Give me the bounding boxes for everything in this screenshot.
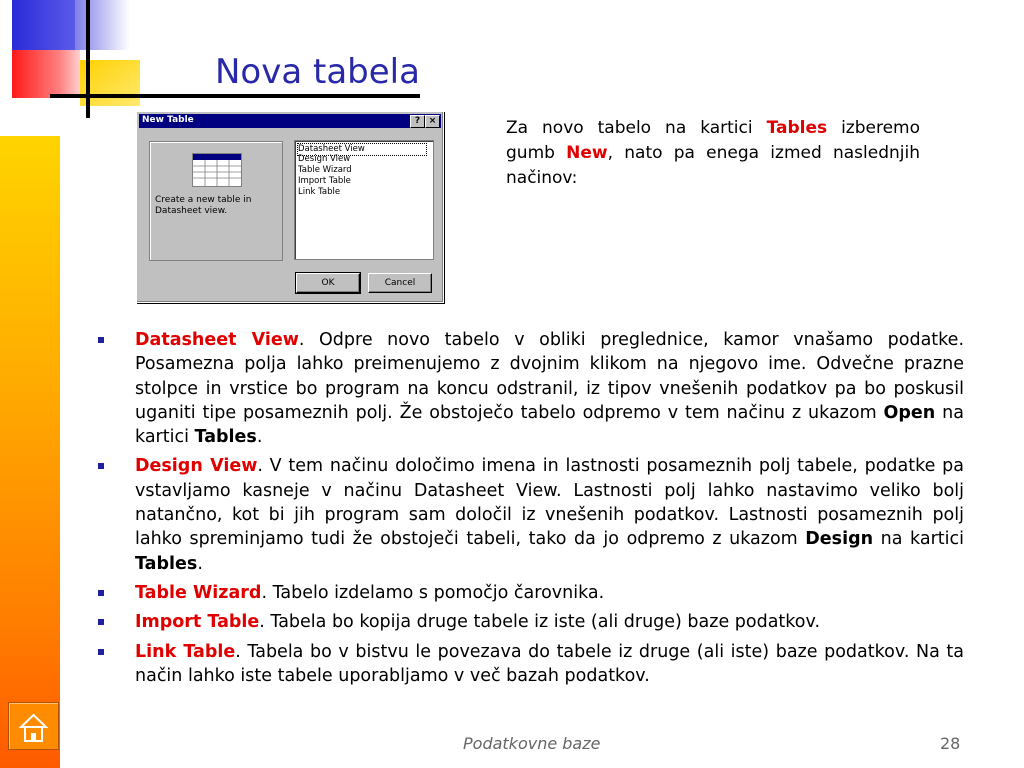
bullet-term: Link Table — [135, 641, 236, 662]
decorative-vertical-line — [86, 0, 90, 118]
bullet-bold: Design — [805, 529, 874, 550]
bullet-bold: Tables — [194, 427, 257, 448]
footer-text: Podatkovne baze — [463, 734, 601, 753]
bullet-datasheet-view — [98, 328, 964, 449]
preview-description: Create a new table in Datasheet view. — [155, 195, 252, 216]
decorative-horizontal-line — [50, 94, 420, 98]
decorative-red-square — [12, 50, 80, 98]
bullet-text: . Tabelo izdelamo s pomočjo čarovnika. — [261, 582, 605, 603]
list-item-datasheet-view[interactable]: Datasheet View — [297, 143, 427, 156]
bullet-table-wizard — [98, 581, 964, 605]
bullet-text: . Tabela bo kopija druge tabele iz iste (ali druge) baze podatkov. — [259, 612, 821, 633]
cancel-button[interactable]: Cancel — [368, 273, 432, 293]
bullet-text: na kartici — [135, 402, 964, 448]
bullet-import-table — [98, 610, 964, 634]
bullet-term: Table Wizard — [135, 582, 262, 603]
decorative-blue-fade — [75, 0, 130, 50]
bullet-bold: Tables — [135, 553, 198, 574]
bullet-text: . Odpre novo tabelo v obliki preglednice, kamor vnašamo podatke. Posamezna polja lahko preimenujemo z dvojnim klikom na njegovo ime. Odvečne prazne stolpce in vrstice bo program na koncu odstranil, iz tipov vnešenih podatkov pa bo poskusil uganiti tipe posameznih polj. Že obstoječo tabelo odpremo v tem načinu z ukazom — [135, 330, 965, 423]
decorative-blue-square — [12, 0, 75, 50]
list-item-import-table[interactable]: Import Table — [298, 176, 351, 186]
bullet-marker — [98, 649, 104, 655]
home-button[interactable] — [8, 702, 59, 750]
help-button[interactable]: ? — [410, 115, 425, 128]
view-options-list[interactable] — [294, 140, 434, 260]
bullet-bold: Open — [883, 402, 936, 423]
slide-title: Nova tabela — [215, 52, 420, 92]
bullet-marker — [98, 463, 104, 469]
page-number: 28 — [940, 734, 961, 753]
bullet-term: Datasheet View — [135, 330, 299, 350]
bullet-text: . V tem načinu določimo imena in lastnosti posameznih polj tabele, podatke pa vstavljamo kasneje v načinu Datasheet View. Lastnosti polj lahko nastavimo veliko bolj natančno, kot bi jih program sam določil iz vnešenih podatkov. Lastnosti posameznih polj lahko spreminjamo tudi že obstoječi tabeli, tako da jo odpremo z ukazom — [135, 456, 964, 550]
intro-tables-term: Tables — [766, 118, 828, 138]
bullet-term: Design View — [135, 456, 258, 477]
bullet-link-table — [98, 640, 964, 689]
ok-button[interactable]: OK — [296, 273, 360, 293]
list-item-design-view[interactable]: Design View — [298, 154, 351, 164]
bullet-design-view — [98, 454, 964, 575]
intro-new-term: New — [566, 143, 608, 163]
bullet-marker — [98, 337, 104, 343]
intro-text-1: Za novo tabelo na kartici — [506, 118, 767, 138]
list-item-table-wizard[interactable]: Table Wizard — [298, 165, 352, 175]
left-gradient-strip — [0, 136, 60, 768]
close-button[interactable]: × — [425, 115, 440, 128]
home-icon — [9, 703, 58, 749]
bullet-text: . — [197, 553, 203, 574]
list-item-link-table[interactable]: Link Table — [298, 187, 341, 197]
bullet-text: . Tabela bo v bistvu le povezava do tabele iz druge (ali iste) baze podatkov. Na ta način lahko iste tabele uporabljamo v več bazah podatkov. — [135, 641, 964, 686]
preview-panel — [149, 141, 283, 261]
bullet-text: . — [256, 427, 263, 448]
intro-paragraph — [506, 116, 920, 191]
bullet-term: Import Table — [135, 612, 260, 633]
datasheet-icon — [192, 153, 242, 187]
new-table-dialog — [136, 111, 444, 303]
intro-text-3: , nato pa enega izmed naslednjih načinov: — [506, 143, 921, 188]
bullet-text: na kartici — [873, 529, 964, 550]
dialog-titlebar — [139, 114, 441, 128]
dialog-title: New Table — [142, 115, 194, 125]
options-bullet-list — [98, 328, 964, 693]
bullet-marker — [98, 619, 104, 625]
intro-text-2: izberemo gumb — [506, 118, 921, 163]
bullet-marker — [98, 590, 104, 596]
